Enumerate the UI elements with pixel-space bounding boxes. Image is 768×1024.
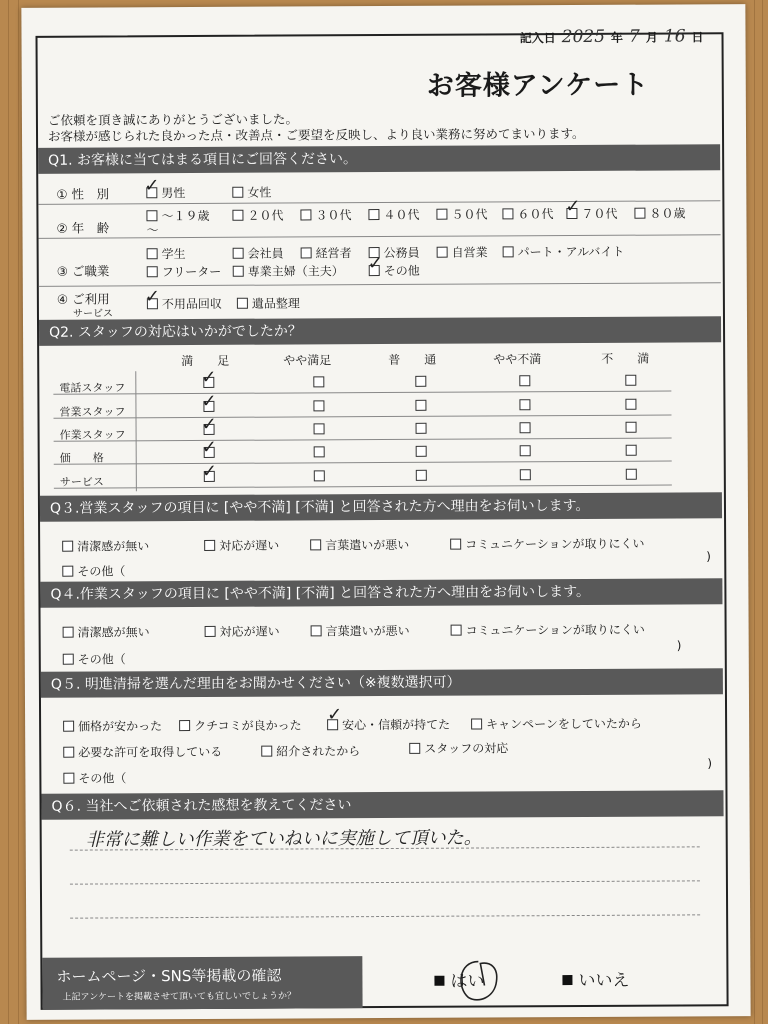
date-day[interactable]: 16 bbox=[663, 26, 686, 47]
option-label: その他（ bbox=[77, 564, 126, 579]
q5-option[interactable] bbox=[327, 716, 450, 734]
rating-row-label: 電話スタッフ bbox=[59, 381, 126, 395]
checkbox[interactable] bbox=[63, 654, 74, 665]
checkbox[interactable] bbox=[634, 208, 645, 219]
checkbox[interactable] bbox=[502, 208, 513, 219]
job-option[interactable] bbox=[147, 245, 186, 262]
check-mark: ✓ bbox=[327, 704, 343, 726]
checkbox[interactable] bbox=[450, 539, 461, 550]
option-label: キャンペーンをしていたから bbox=[486, 716, 642, 732]
q5-option-other[interactable] bbox=[63, 769, 126, 786]
option-label: 言葉遣いが悪い bbox=[325, 537, 410, 553]
publish-consent-subtitle: 上記アンケートを掲載させて頂いても宜しいでしょうか？ bbox=[62, 991, 297, 1003]
option-label: その他 bbox=[383, 263, 420, 279]
q4-close-paren: ) bbox=[676, 638, 682, 653]
rating-checkbox[interactable] bbox=[313, 400, 324, 411]
q2-heading: Q2. スタッフの対応はいかがでしたか？ bbox=[39, 316, 721, 346]
age-option[interactable] bbox=[368, 206, 419, 223]
checkbox[interactable] bbox=[63, 721, 74, 732]
option-label: 価格が安かった bbox=[78, 719, 163, 734]
check-mark: ✓ bbox=[201, 436, 217, 458]
job-option[interactable] bbox=[503, 243, 625, 261]
option-label: 経営者 bbox=[315, 246, 352, 261]
option-label: ６０代 bbox=[517, 207, 554, 222]
option-label: 自営業 bbox=[451, 245, 488, 260]
rating-checkbox[interactable] bbox=[415, 400, 426, 411]
q3-heading: Q３.営業スタッフの項目に [やや不満] [不満] と回答された方へ理由をお伺いします。 bbox=[40, 492, 722, 522]
q4-option-other[interactable] bbox=[63, 650, 126, 667]
option-label: パート・アルバイト bbox=[517, 244, 625, 260]
square-bullet-icon bbox=[434, 976, 444, 986]
checkbox[interactable] bbox=[63, 773, 74, 784]
age-option[interactable] bbox=[502, 205, 553, 222]
consent-no-label: いいえ bbox=[578, 970, 630, 991]
option-label: 不用品回収 bbox=[161, 296, 222, 312]
age-tail: ～ bbox=[146, 223, 159, 238]
checkbox[interactable] bbox=[147, 266, 158, 277]
age-label: ② 年 齢 bbox=[56, 220, 110, 236]
q4-option[interactable] bbox=[451, 621, 645, 639]
option-label: ～１９歳 bbox=[161, 208, 210, 224]
checkbox[interactable] bbox=[63, 747, 74, 758]
q3-option[interactable] bbox=[450, 535, 644, 553]
option-label: クチコミが良かった bbox=[194, 718, 302, 734]
gender-label: ① 性 別 bbox=[56, 186, 110, 202]
option-label: 対応が遅い bbox=[219, 624, 280, 639]
rating-checkbox[interactable] bbox=[520, 469, 531, 480]
q3-option-other[interactable] bbox=[62, 562, 125, 579]
intro-line-1: ご依頼を頂き誠にありがとうございました。 bbox=[47, 111, 298, 128]
checkbox[interactable] bbox=[409, 743, 420, 754]
job-option[interactable] bbox=[233, 245, 284, 262]
q3-close-paren: ) bbox=[706, 549, 711, 564]
checkbox[interactable] bbox=[63, 627, 74, 638]
rating-checkbox[interactable] bbox=[314, 423, 325, 434]
date-month-unit: 月 bbox=[645, 30, 658, 45]
checkbox[interactable] bbox=[310, 539, 321, 550]
square-bullet-icon bbox=[562, 975, 572, 985]
checkbox[interactable] bbox=[147, 248, 158, 259]
option-label: 専業主婦（主夫） bbox=[247, 264, 344, 279]
q3-option[interactable] bbox=[310, 536, 409, 554]
option-label: 公務員 bbox=[383, 245, 420, 261]
check-mark: ✓ bbox=[144, 286, 161, 308]
job-label: ③ ご職業 bbox=[56, 263, 110, 279]
rating-checkbox[interactable] bbox=[416, 423, 427, 434]
date-year-unit: 年 bbox=[610, 30, 624, 45]
checkbox[interactable] bbox=[233, 266, 244, 277]
check-mark: ✓ bbox=[367, 253, 383, 275]
q4-option[interactable] bbox=[205, 623, 280, 640]
service-label-sub: サービス bbox=[72, 308, 113, 320]
option-label: その他（ bbox=[77, 652, 126, 667]
job-option[interactable] bbox=[437, 243, 488, 260]
option-label: 必要な許可を取得している bbox=[78, 744, 223, 760]
q5-heading: Q５. 明進清掃を選んだ理由をお聞かせください（※複数選択可） bbox=[41, 668, 723, 698]
rating-header: やや満足 bbox=[283, 353, 332, 368]
q3-option[interactable] bbox=[62, 537, 149, 554]
rating-checkbox[interactable] bbox=[415, 376, 426, 387]
publish-consent bbox=[42, 954, 726, 1010]
checkbox[interactable] bbox=[436, 209, 447, 220]
rating-row-label: 営業スタッフ bbox=[59, 405, 126, 419]
option-label: フリーター bbox=[161, 264, 222, 280]
publish-consent-title: ホームページ・SNS等掲載の確認 bbox=[56, 966, 282, 986]
q5-close-paren: ) bbox=[707, 756, 713, 771]
checkbox[interactable] bbox=[301, 247, 312, 258]
rating-checkbox[interactable] bbox=[520, 445, 531, 456]
page-title: お客様アンケート bbox=[426, 69, 650, 102]
option-label: 会社員 bbox=[247, 246, 284, 261]
service-option[interactable] bbox=[237, 294, 300, 311]
option-label: 言葉遣いが悪い bbox=[325, 623, 410, 639]
rating-checkbox[interactable] bbox=[625, 399, 636, 410]
service-label: ④ ご利用 bbox=[56, 291, 110, 307]
q6-answer-handwritten[interactable]: 非常に難しい作業をていねいに実施して頂いた。 bbox=[85, 827, 482, 851]
age-option[interactable] bbox=[232, 207, 283, 224]
rating-checkbox[interactable] bbox=[626, 445, 637, 456]
intro-line-2: お客様が感じられた良かった点・改善点・ご要望を反映し、より良い業務に努めてまいります。 bbox=[47, 125, 585, 144]
option-label: 清潔感が無い bbox=[77, 539, 150, 554]
checkbox[interactable] bbox=[437, 247, 448, 258]
option-label: コミュニケーションが取りにくい bbox=[465, 622, 645, 638]
checkbox[interactable] bbox=[471, 718, 482, 729]
circle-mark-icon bbox=[450, 957, 504, 1005]
date-line bbox=[520, 26, 704, 47]
rating-checkbox[interactable] bbox=[520, 422, 531, 433]
q5-option[interactable] bbox=[63, 743, 222, 761]
rating-row-label: 作業スタッフ bbox=[59, 428, 126, 442]
job-option[interactable] bbox=[301, 244, 352, 261]
checkbox[interactable] bbox=[179, 720, 190, 731]
rating-checkbox[interactable] bbox=[416, 470, 427, 481]
q5-option[interactable] bbox=[471, 715, 642, 733]
checkbox[interactable] bbox=[205, 626, 216, 637]
rating-row-label: サービス bbox=[59, 475, 104, 489]
date-day-unit: 日 bbox=[691, 30, 704, 45]
checkbox[interactable] bbox=[62, 566, 73, 577]
rating-checkbox[interactable] bbox=[626, 469, 637, 480]
option-label: ８０歳 bbox=[649, 206, 686, 221]
age-option[interactable] bbox=[300, 206, 351, 223]
q4-option[interactable] bbox=[63, 623, 150, 640]
rating-checkbox[interactable] bbox=[314, 446, 325, 457]
option-label: 学生 bbox=[161, 247, 186, 262]
checkbox[interactable] bbox=[237, 298, 248, 309]
rating-checkbox[interactable] bbox=[626, 422, 637, 433]
option-label: ４０代 bbox=[383, 207, 420, 223]
check-mark: ✓ bbox=[565, 195, 581, 218]
checkbox[interactable] bbox=[62, 541, 73, 552]
rating-checkbox[interactable] bbox=[625, 375, 636, 386]
option-label: 対応が遅い bbox=[219, 538, 280, 553]
publish-consent-label bbox=[42, 956, 362, 1010]
date-year[interactable]: 2025 bbox=[561, 26, 606, 48]
option-label: ３０代 bbox=[315, 208, 352, 223]
rating-header: 普 通 bbox=[388, 352, 437, 367]
checkbox[interactable] bbox=[503, 246, 514, 257]
q6-heading: Q６. 当社へご依頼された感想を教えてください bbox=[41, 790, 723, 820]
check-mark: ✓ bbox=[201, 366, 217, 388]
checkbox[interactable] bbox=[232, 187, 243, 198]
checkbox[interactable] bbox=[146, 210, 157, 221]
rating-checkbox[interactable] bbox=[314, 470, 325, 481]
option-label: ２０代 bbox=[247, 208, 284, 223]
option-label: 安心・信頼が持てた bbox=[342, 717, 451, 733]
rating-header: 満 足 bbox=[181, 353, 230, 369]
date-month[interactable]: 7 bbox=[628, 26, 640, 47]
date-label: 記入日 bbox=[519, 31, 556, 46]
rating-row-label: 価 格 bbox=[59, 451, 104, 465]
option-label: スタッフの対応 bbox=[424, 741, 509, 756]
option-label: 男性 bbox=[161, 186, 186, 201]
checkbox[interactable] bbox=[311, 625, 322, 636]
option-label: その他（ bbox=[78, 771, 127, 786]
rating-checkbox[interactable] bbox=[416, 446, 427, 457]
q1-heading: Q1. お客様に当てはまる項目にご回答ください。 bbox=[38, 144, 720, 174]
check-mark: ✓ bbox=[144, 175, 160, 197]
q5-option[interactable] bbox=[63, 717, 162, 735]
option-label: 紹介されたから bbox=[276, 744, 361, 759]
q4-option[interactable] bbox=[311, 622, 410, 640]
option-label: 清潔感が無い bbox=[77, 625, 150, 640]
consent-yes-label: はい bbox=[450, 971, 485, 992]
q5-option[interactable] bbox=[409, 739, 508, 757]
checkbox[interactable] bbox=[300, 209, 311, 220]
checkbox[interactable] bbox=[204, 540, 215, 551]
job-option[interactable] bbox=[147, 263, 222, 280]
q5-option[interactable] bbox=[261, 742, 360, 760]
check-mark: ✓ bbox=[201, 413, 217, 435]
option-label: ５０代 bbox=[451, 207, 488, 222]
survey-sheet bbox=[21, 4, 750, 1020]
q5-option[interactable] bbox=[179, 716, 302, 734]
rating-checkbox[interactable] bbox=[519, 399, 530, 410]
check-mark: ✓ bbox=[201, 390, 217, 412]
rating-checkbox[interactable] bbox=[519, 375, 530, 386]
q3-option[interactable] bbox=[204, 537, 279, 554]
rating-header: 不 満 bbox=[601, 351, 650, 366]
age-option[interactable] bbox=[436, 205, 487, 222]
consent-no-option[interactable] bbox=[562, 966, 629, 991]
job-option[interactable] bbox=[233, 262, 344, 280]
checkbox[interactable] bbox=[451, 625, 462, 636]
checkbox[interactable] bbox=[368, 209, 379, 220]
option-label: コミュニケーションが取りにくい bbox=[465, 536, 645, 552]
checkbox[interactable] bbox=[233, 248, 244, 259]
q4-heading: Q４.作業スタッフの項目に [やや不満] [不満] と回答された方へ理由をお伺いします。 bbox=[40, 578, 722, 608]
rating-header: やや不満 bbox=[493, 352, 542, 367]
checkbox[interactable] bbox=[232, 210, 243, 221]
option-label: 遺品整理 bbox=[251, 296, 300, 311]
option-label: 女性 bbox=[247, 185, 272, 200]
gender-option-female[interactable] bbox=[232, 184, 271, 201]
option-label: ７０代 bbox=[581, 206, 618, 221]
age-option[interactable] bbox=[634, 204, 685, 221]
rating-checkbox[interactable] bbox=[313, 376, 324, 387]
check-mark: ✓ bbox=[201, 460, 217, 482]
checkbox[interactable] bbox=[261, 746, 272, 757]
